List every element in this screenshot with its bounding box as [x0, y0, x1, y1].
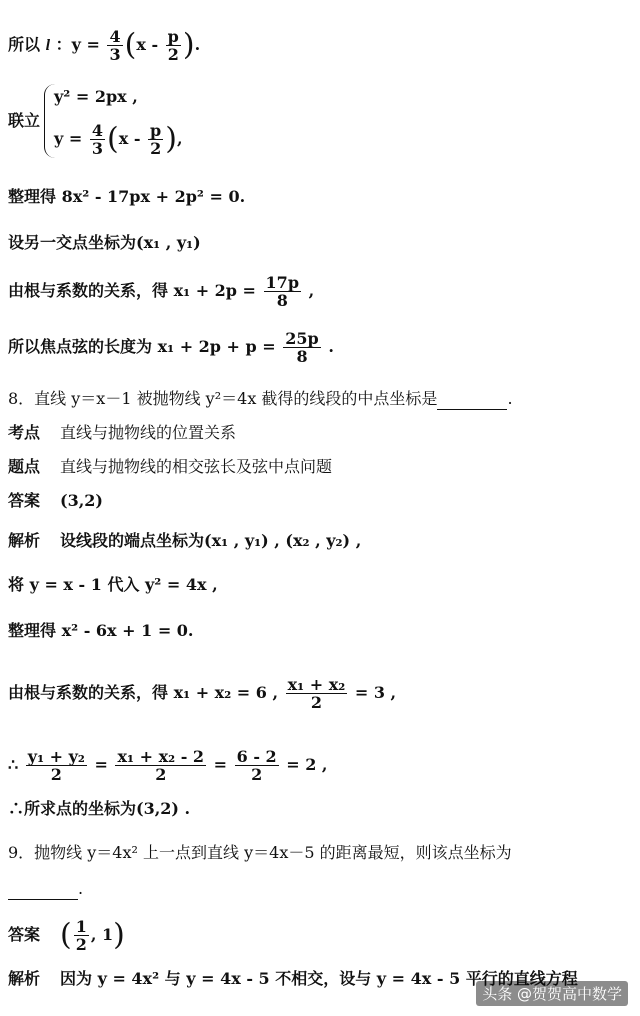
system-eq1: y² = 2px , — [54, 87, 138, 106]
step-simplify: 整理得 x² - 6x + 1 = 0. — [8, 621, 194, 640]
line-quadratic: 整理得 8x² - 17px + 2p² = 0. — [8, 187, 246, 206]
var-l: l — [45, 37, 51, 54]
step-substitute: 将 y = x - 1 代入 y² = 4x , — [8, 575, 218, 594]
system-label: 联立 — [8, 111, 41, 130]
line-other-point: 设另一交点坐标为(x₁ , y₁) — [8, 233, 201, 252]
question-9: 9．抛物线 y＝4x² 上一点到直线 y＝4x－5 的距离最短，则该点坐标为 — [8, 843, 512, 862]
tidian-row: 题点 直线与抛物线的相交弦长及弦中点问题 — [8, 457, 333, 476]
fraction-4-3: $\frac{4}{3}$ — [109, 27, 121, 64]
line-vieta: 由根与系数的关系，得 x₁ + 2p = $\frac{17p}{8}$ , — [8, 273, 315, 310]
answer-8: 答案 (3,2) — [8, 491, 103, 510]
step-conclusion: ∴所求点的坐标为(3,2) . — [8, 799, 191, 818]
jiexi-8: 解析 设线段的端点坐标为(x₁ , y₁) , (x₂ , y₂) , — [8, 531, 362, 550]
jiexi-9: 解析 因为 y = 4x² 与 y = 4x - 5 不相交，设与 y = 4x - 5 平行的直线方程 — [8, 969, 578, 988]
question-8: 8．直线 y＝x－1 被抛物线 y²＝4x 截得的线段的中点坐标是 . — [8, 389, 513, 408]
system-eq2: y = $\frac{4}{3}$ (x - $\frac{p}{2}$ ), — [54, 121, 183, 158]
kaodian-row: 考点 直线与抛物线的位置关系 — [8, 423, 237, 442]
line-focal-chord: 所以焦点弦的长度为 x₁ + 2p + p = $\frac{25p}{8}$ . — [8, 329, 334, 366]
fraction-p-2: $\frac{p}{2}$ — [167, 27, 179, 64]
watermark: 头条 @贺贺高中数学 — [476, 981, 628, 1006]
answer-blank-9 — [8, 883, 78, 900]
step-midpoint-y: ∴ $\frac{\text{y₁ + y₂}}{2}$ = $\frac{\text{x₁ + x₂ - 2}}{2}$ = $\frac{6 - 2}{2}$ = 2 , — [8, 747, 328, 784]
answer-9: 答案 ( $\frac{1}{2}$ , 1) — [8, 917, 125, 954]
question-9-blank-line: . — [8, 878, 83, 900]
answer-blank — [437, 393, 507, 410]
line-l-equation: 所以 l ：y = $\frac{4}{3}$ (x - $\frac{p}{2}$ ). — [8, 27, 201, 64]
step-vieta-8: 由根与系数的关系，得 x₁ + x₂ = 6 , $\frac{\text{x₁ + x₂}}{2}$ = 3 , — [8, 675, 397, 712]
